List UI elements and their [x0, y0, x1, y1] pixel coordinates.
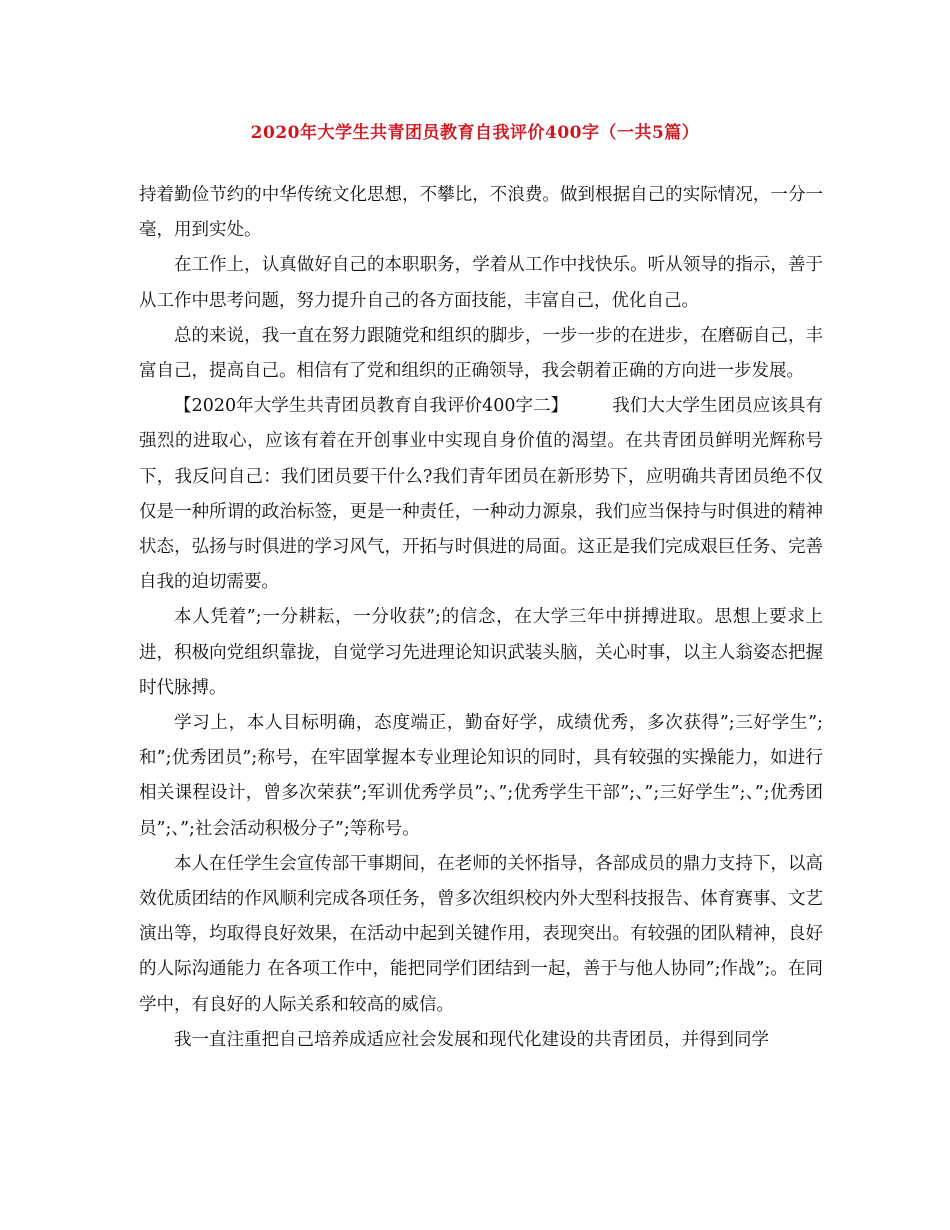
paragraph-4 — [139, 389, 823, 600]
paragraph-6: 学习上，本人目标明确，态度端正，勤奋好学，成绩优秀，多次获得”;三好学生”;和”;优秀团员”;称号，在牢固掌握本专业理论知识的同时，具有较强的实操能力，如进行相关课程设计，曾多次荣获”;军训优秀学员”;、”;优秀学生干部”;、”;三好学生”;、”;优秀团员”;、”;社会活动积极分子”;等称号。 — [139, 713, 823, 839]
paragraph-8: 我一直注重把自己培养成适应社会发展和现代化建设的共青团员，并得到同学 — [174, 1029, 769, 1050]
section-heading: 【2020年大学生共青团员教育自我评价400字二】 — [174, 396, 569, 417]
paragraph-7: 本人在任学生会宣传部干事期间，在老师的关怀指导，各部成员的鼎力支持下，以高效优质团结的作风顺利完成各项任务，曾多次组织校内外大型科技报告、体育赛事、文艺演出等，均取得良好效果，在活动中起到关键作用，表现突出。有较强的团队精神，良好的人际沟通能力 在各项工作中，能把同学们团结到一起，善于与他人协同”;作战”;。在同学中，有良好的人际关系和较高的威信。 — [139, 853, 823, 1015]
paragraph-1: 持着勤俭节约的中华传统文化思想，不攀比，不浪费。做到根据自己的实际情况，一分一毫，用到实处。 — [139, 185, 823, 241]
paragraph-2: 在工作上，认真做好自己的本职职务，学着从工作中找快乐。听从领导的指示，善于从工作中思考问题，努力提升自己的各方面技能，丰富自己，优化自己。 — [139, 255, 823, 311]
paragraph-5: 本人凭着”;一分耕耘，一分收获”;的信念，在大学三年中拼搏进取。思想上要求上进，积极向党组织靠拢，自觉学习先进理论知识武装头脑，关心时事，以主人翁姿态把握时代脉搏。 — [139, 607, 823, 698]
document-title: 2020年大学生共青团员教育自我评价400字（一共5篇） — [250, 123, 700, 143]
paragraph-3: 总的来说，我一直在努力跟随党和组织的脚步，一步一步的在进步，在磨砺自己，丰富自己，提高自己。相信有了党和组织的正确领导，我会朝着正确的方向进一步发展。 — [139, 325, 823, 382]
document-body — [139, 178, 823, 1058]
paragraph-4-text: 我们大大学生团员应该具有强烈的进取心，应该有着在开创事业中实现自身价值的渴望。在共青团员鲜明光辉称号下，我反问自己：我们团员要干什么?我们青年团员在新形势下，应明确共青团员绝不仅仅是一种所谓的政治标签，更是一种责任，一种动力源泉，我们应当保持与时俱进的精神状态，弘扬与时俱进的学习风气，开拓与时俱进的局面。这正是我们完成艰巨任务、完善自我的迫切需要。 — [139, 396, 824, 593]
